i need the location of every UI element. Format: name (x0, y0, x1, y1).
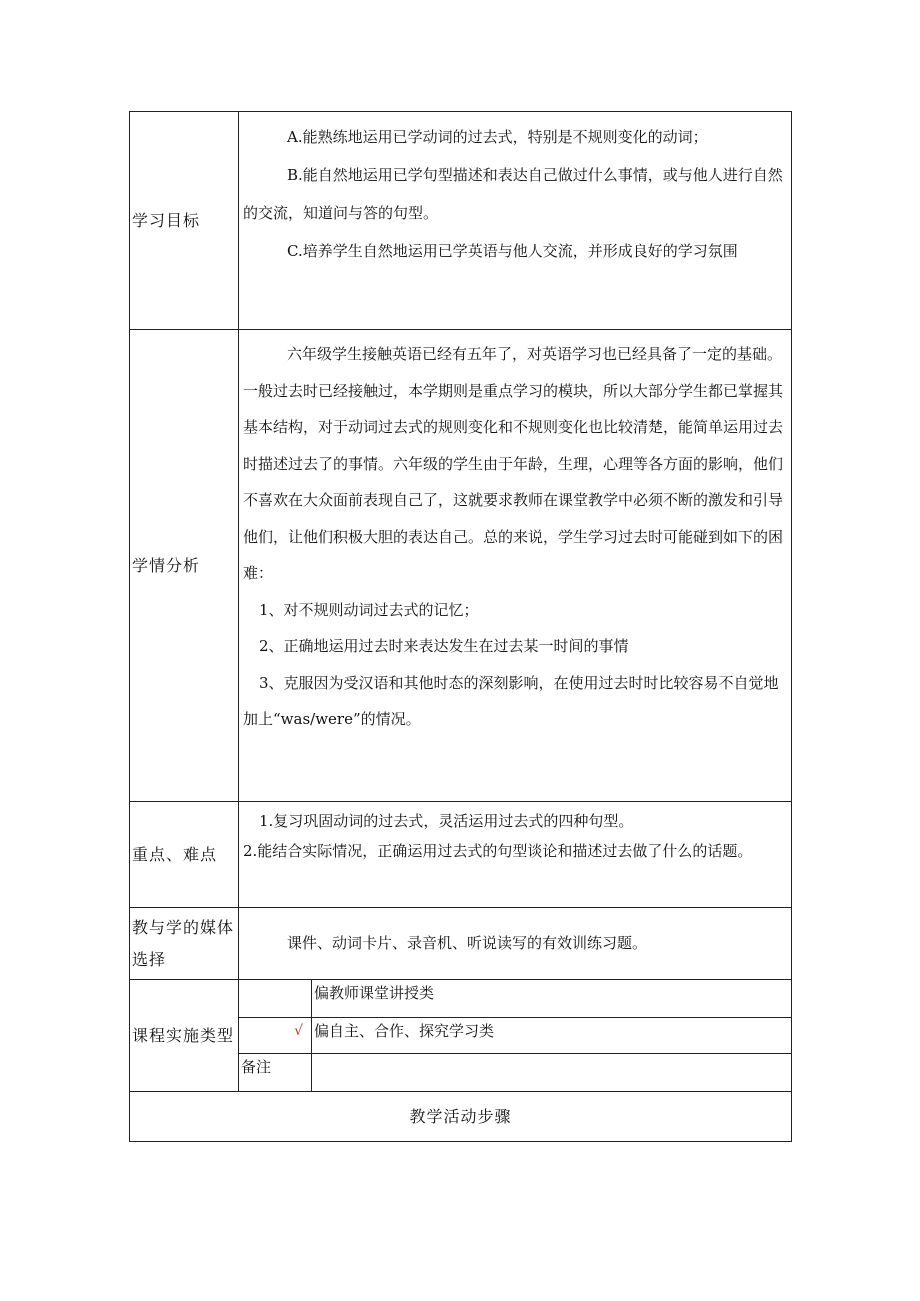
objectives-content (239, 112, 792, 330)
objective-b: B.能自然地运用已学句型描述和表达自己做过什么事情，或与他人进行自然的交流，知道问与答的句型。 (243, 166, 783, 222)
lesson-plan-sheet (129, 111, 791, 1143)
course-type-option-1: 偏教师课堂讲授类 (312, 980, 792, 1018)
teaching-steps-title: 教学活动步骤 (130, 1092, 792, 1142)
remark-value (312, 1054, 792, 1092)
media-content (239, 908, 792, 980)
course-type-row-1 (130, 980, 792, 1018)
difficulty-2: 2、正确地运用过去时来表达发生在过去某一时间的事情 (259, 637, 629, 655)
objective-c: C.培养学生自然地运用已学英语与他人交流，并形成良好的学习氛围 (287, 242, 738, 260)
keypoints-label: 重点、难点 (130, 802, 239, 908)
analysis-label: 学情分析 (130, 330, 239, 802)
course-type-label: 课程实施类型 (130, 980, 239, 1092)
media-label: 教与学的媒体选择 (130, 908, 239, 980)
course-type-option-2: 偏自主、合作、探究学习类 (312, 1018, 792, 1054)
objective-a: A.能熟练地运用已学动词的过去式，特别是不规则变化的动词； (287, 128, 708, 146)
course-type-mark-2: √ (239, 1018, 312, 1054)
media-row (130, 908, 792, 980)
difficulty-3: 3、克服因为受汉语和其他时态的深刻影响，在使用过去时时比较容易不自觉地加上“was/were”的情况。 (243, 673, 779, 728)
footer-row (130, 1092, 792, 1142)
keypoints-row (130, 802, 792, 908)
keypoints-content (239, 802, 792, 908)
objectives-row (130, 112, 792, 330)
analysis-content (239, 330, 792, 802)
analysis-row (130, 330, 792, 802)
course-type-mark-1 (239, 980, 312, 1018)
lesson-plan-table (129, 111, 792, 1142)
difficulty-1: 1、对不规则动词过去式的记忆； (259, 600, 479, 619)
remark-label: 备注 (239, 1054, 312, 1092)
keypoint-2: 2.能结合实际情况，正确运用过去式的句型谈论和描述过去做了什么的话题。 (243, 842, 753, 860)
objectives-label: 学习目标 (130, 112, 239, 330)
analysis-paragraph: 六年级学生接触英语已经有五年了，对英语学习也已经具备了一定的基础。一般过去时已经接触过，本学期则是重点学习的模块，所以大部分学生都已掌握其基本结构，对于动词过去式的规则变化和不规则变化也比较清楚，能简单运用过去时描述过去了的事情。六年级的学生由于年龄，生理，心理等各方面的影响，他们不喜欢在大众面前表现自己了，这就要求教师在课堂教学中必须不断的激发和引导他们，让他们积极大胆的表达自己。总的来说，学生学习过去时可能碰到如下的困难： (243, 345, 784, 582)
media-text: 课件、动词卡片、录音机、听说读写的有效训练习题。 (287, 934, 648, 952)
keypoint-1: 1.复习巩固动词的过去式，灵活运用过去式的四种句型。 (259, 812, 634, 830)
